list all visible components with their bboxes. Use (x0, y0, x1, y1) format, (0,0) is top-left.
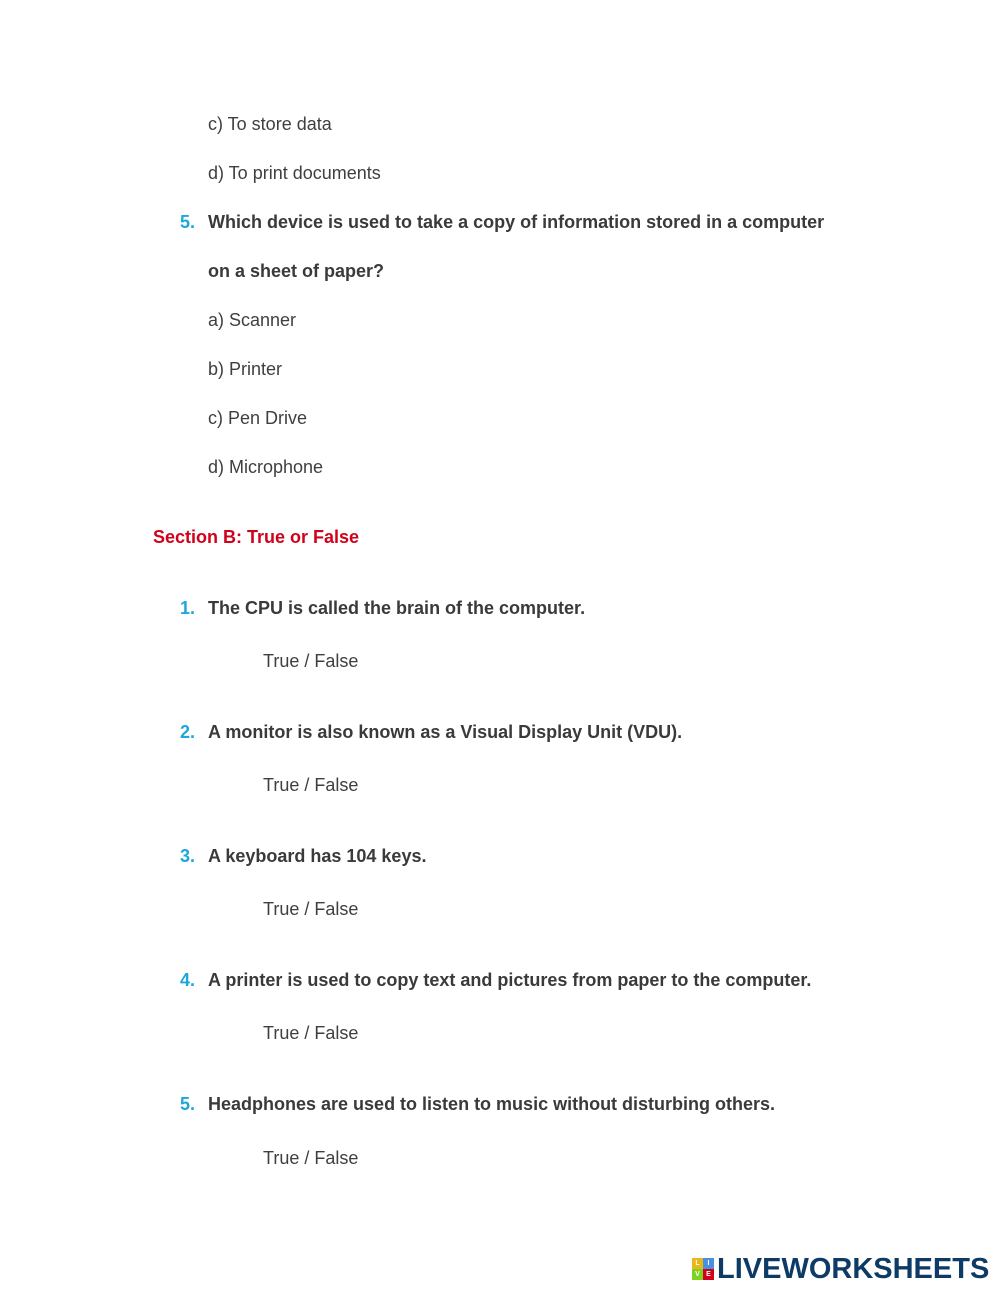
tf-answer: True / False (263, 775, 359, 795)
question-number: 5. (180, 212, 196, 232)
tf-statement: A printer is used to copy text and pictures from paper to the computer. (208, 970, 812, 990)
tf-answer: True / False (263, 899, 359, 919)
tf-statement: Headphones are used to listen to music without disturbing others. (208, 1094, 776, 1114)
logo-square-i: I (703, 1258, 714, 1269)
liveworksheets-logo (692, 1253, 989, 1285)
question-text-line1: Which device is used to take a copy of information stored in a computer (208, 212, 825, 232)
logo-squares-icon (692, 1258, 714, 1280)
tf-answer: True / False (263, 651, 359, 671)
logo-square-v: V (692, 1269, 703, 1280)
logo-text: LIVEWORKSHEETS (717, 1253, 990, 1285)
tf-statement: The CPU is called the brain of the computer. (208, 598, 586, 618)
tf-number: 4. (180, 970, 196, 990)
option-b: b) Printer (208, 359, 283, 379)
tf-answer: True / False (263, 1148, 359, 1168)
tf-statement: A keyboard has 104 keys. (208, 846, 427, 866)
tf-answer: True / False (263, 1023, 359, 1043)
section-heading: Section B: True or False (153, 527, 360, 547)
logo-square-l: L (692, 1258, 703, 1269)
question-text-line2: on a sheet of paper? (208, 261, 385, 281)
tf-number: 2. (180, 722, 196, 742)
option-d: d) Microphone (208, 457, 324, 477)
option-c: c) To store data (208, 114, 332, 134)
tf-number: 5. (180, 1094, 196, 1114)
option-d: d) To print documents (208, 163, 381, 183)
tf-number: 3. (180, 846, 196, 866)
option-a: a) Scanner (208, 310, 297, 330)
logo-square-e: E (703, 1269, 714, 1280)
tf-statement: A monitor is also known as a Visual Display Unit (VDU). (208, 722, 683, 742)
tf-number: 1. (180, 598, 196, 618)
option-c: c) Pen Drive (208, 408, 308, 428)
